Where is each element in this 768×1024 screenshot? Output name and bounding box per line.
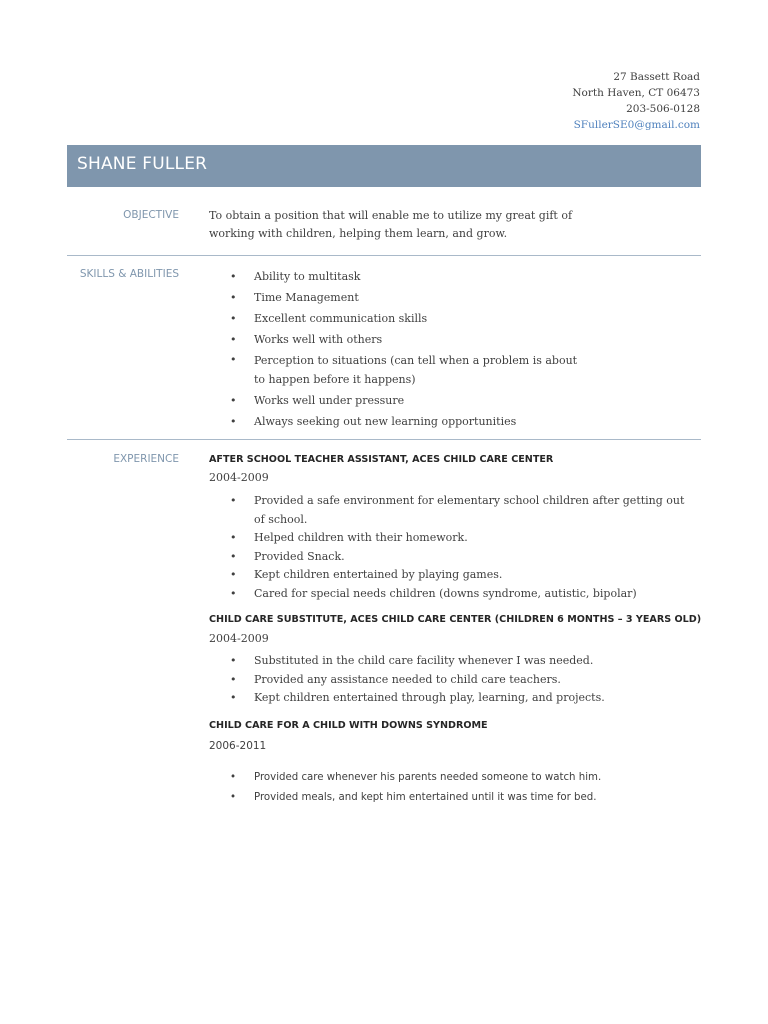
job-years: 2006-2011 xyxy=(209,740,267,752)
objective-text: To obtain a position that will enable me to utilize my great gift of working with children, helping them learn, and grow. xyxy=(209,209,573,240)
job-bullet-item: • Kept children entertained by playing games. xyxy=(209,566,689,585)
contact-email-link[interactable]: SFullerSE0@gmail.com xyxy=(573,119,700,131)
job-bullets xyxy=(209,652,689,708)
section-divider xyxy=(67,439,701,440)
skill-item: • Works well under pressure xyxy=(209,390,589,411)
job-bullets xyxy=(209,768,689,807)
skills-list xyxy=(209,266,589,432)
job-bullet-item: • Provided a safe environment for elementary school children after getting out of school. xyxy=(209,492,689,529)
job-title: AFTER SCHOOL TEACHER ASSISTANT, ACES CHILD CARE CENTER xyxy=(209,454,554,465)
job-bullet-item: • Cared for special needs children (downs syndrome, autistic, bipolar) xyxy=(209,585,689,604)
experience-heading: EXPERIENCE xyxy=(113,453,179,465)
job-bullet-item: • Provided Snack. xyxy=(209,548,689,567)
objective-heading: OBJECTIVE xyxy=(123,209,179,221)
job-title: CHILD CARE SUBSTITUTE, ACES CHILD CARE CENTER (CHILDREN 6 MONTHS – 3 YEARS OLD) xyxy=(209,614,702,625)
job-bullet-item: • Provided meals, and kept him entertained until it was time for bed. xyxy=(209,788,689,808)
skill-item: • Excellent communication skills xyxy=(209,308,589,329)
job-years: 2004-2009 xyxy=(209,471,269,484)
job-bullet-item: • Provided care whenever his parents needed someone to watch him. xyxy=(209,768,689,788)
contact-street: 27 Bassett Road xyxy=(613,71,700,83)
job-bullet-item: • Substituted in the child care facility whenever I was needed. xyxy=(209,652,689,671)
contact-city: North Haven, CT 06473 xyxy=(572,87,700,99)
job-title: CHILD CARE FOR A CHILD WITH DOWNS SYNDROME xyxy=(209,720,488,731)
resume-name: SHANE FULLER xyxy=(77,154,208,174)
skill-item: • Time Management xyxy=(209,287,589,308)
job-bullet-item: • Provided any assistance needed to child care teachers. xyxy=(209,671,689,690)
skills-heading: SKILLS & ABILITIES xyxy=(79,268,179,280)
job-bullets xyxy=(209,492,689,603)
name-banner xyxy=(67,145,701,187)
skill-item: • Works well with others xyxy=(209,329,589,350)
contact-phone: 203-506-0128 xyxy=(626,103,700,115)
skill-item: • Ability to multitask xyxy=(209,266,589,287)
job-bullet-item: • Kept children entertained through play, learning, and projects. xyxy=(209,689,689,708)
skill-item: • Perception to situations (can tell when a problem is about to happen before it happens) xyxy=(209,350,589,390)
contact-block xyxy=(572,69,700,133)
job-years: 2004-2009 xyxy=(209,632,269,645)
skill-item: • Always seeking out new learning opportunities xyxy=(209,411,589,432)
job-bullet-item: • Helped children with their homework. xyxy=(209,529,689,548)
section-divider xyxy=(67,255,701,256)
